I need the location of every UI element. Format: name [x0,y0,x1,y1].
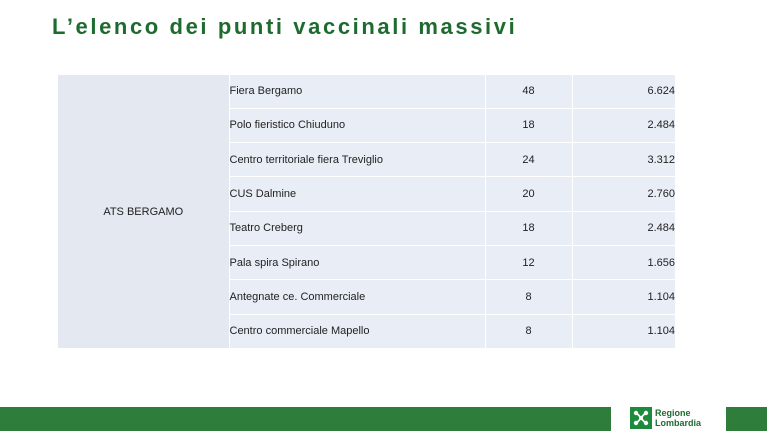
site-name: Fiera Bergamo [229,75,485,108]
site-name: Polo fieristico Chiuduno [229,108,485,142]
site-capacity: 2.484 [572,108,675,142]
site-count: 12 [485,245,572,279]
site-capacity: 6.624 [572,75,675,108]
site-capacity: 3.312 [572,142,675,176]
regione-lombardia-logo [630,406,701,430]
site-capacity: 2.760 [572,177,675,211]
site-name: Pala spira Spirano [229,245,485,279]
site-count: 20 [485,177,572,211]
site-name: Centro territoriale fiera Treviglio [229,142,485,176]
footer-bar-left [0,407,611,431]
logo-text [655,408,701,428]
logo-line-2: Lombardia [655,418,702,428]
site-name: Teatro Creberg [229,211,485,245]
site-count: 48 [485,75,572,108]
site-count: 8 [485,280,572,314]
site-name: Antegnate ce. Commerciale [229,280,485,314]
site-capacity: 1.656 [572,245,675,279]
site-count: 24 [485,142,572,176]
group-cell: ATS BERGAMO [58,75,229,349]
site-count: 8 [485,314,572,348]
page-title: L’elenco dei punti vaccinali massivi [52,14,518,39]
site-capacity: 1.104 [572,314,675,348]
site-count: 18 [485,108,572,142]
site-name: CUS Dalmine [229,177,485,211]
logo-line-1: Regione [655,408,691,418]
site-capacity: 2.484 [572,211,675,245]
vaccination-sites-table [58,75,675,349]
table-row [58,75,675,108]
site-capacity: 1.104 [572,280,675,314]
regione-lombardia-rosa-camuna-icon [630,407,652,429]
footer-bar-right [726,407,767,431]
site-count: 18 [485,211,572,245]
site-name: Centro commerciale Mapello [229,314,485,348]
